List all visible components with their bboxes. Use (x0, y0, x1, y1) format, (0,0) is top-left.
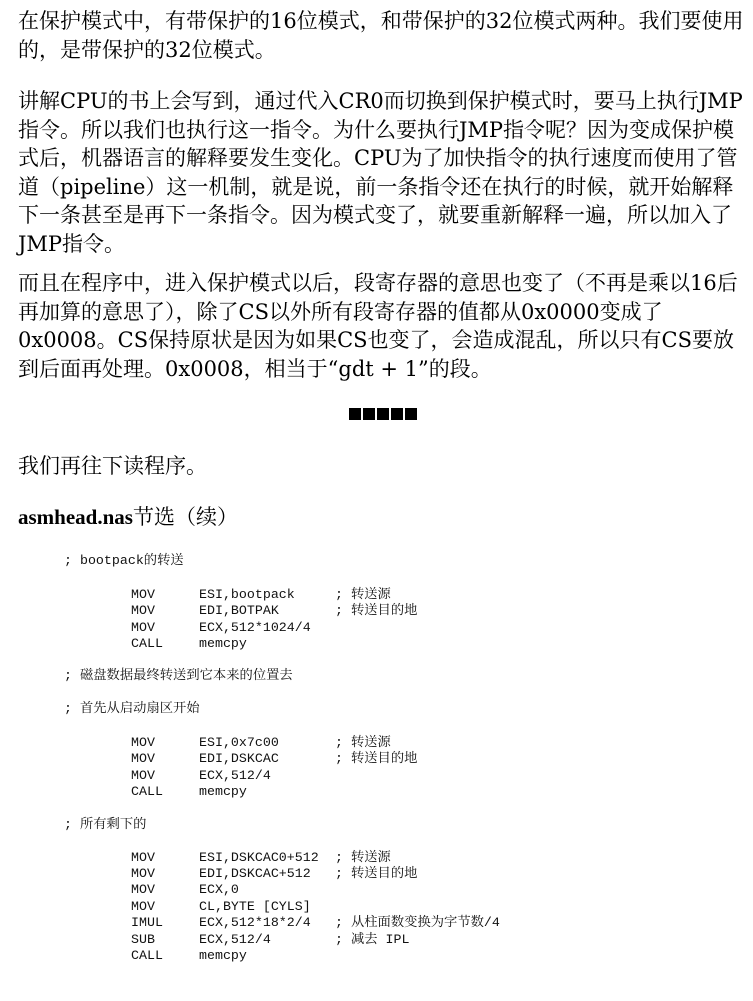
paragraph-segment-registers: 而且在程序中，进入保护模式以后，段寄存器的意思也变了（不再是乘以16后再加算的意思了），除了CS以外所有段寄存器的值都从0x0000变成了0x0008。CS保持原状是因为如果CS也变了，会造成混乱，所以只有CS要放到后面再处理。0x0008，相当于“gdt + 1”的段。 (18, 271, 738, 381)
paragraph-jmp-explanation: 讲解CPU的书上会写到，通过代入CR0而切换到保护模式时，要马上执行JMP指令。所以我们也执行这一指令。为什么要执行JMP指令呢？因为变成保护模式后，机器语言的解释要发生变化。CPU为了加快指令的执行速度而使用了管道（pipeline）这一机制，就是说，前一条指令还在执行的时候，就开始解释下一条甚至是再下一条指令。因为模式变了，就要重新解释一遍，所以加入了JMP指令。 (18, 89, 743, 256)
code-comment: ; 磁盘数据最终转送到它本来的位置去 (64, 668, 293, 683)
code-listing-title (18, 503, 238, 531)
code-inline-comment: ; 转送目的地 (335, 866, 418, 881)
code-operand: ESI,bootpack (199, 587, 295, 602)
code-operand: ECX,512*18*2/4 (199, 915, 311, 930)
code-opcode: MOV (131, 587, 155, 602)
code-operand: ESI,DSKCAC0+512 (199, 850, 319, 865)
divider-square-icon (391, 408, 403, 420)
divider-square-icon (363, 408, 375, 420)
code-opcode: CALL (131, 784, 163, 799)
code-comment: ; 首先从启动扇区开始 (64, 701, 200, 716)
code-operand: ESI,0x7c00 (199, 735, 279, 750)
code-operand: memcpy (199, 784, 247, 799)
code-operand: memcpy (199, 636, 247, 651)
code-opcode: IMUL (131, 915, 163, 930)
code-operand: ECX,0 (199, 882, 239, 897)
code-operand: EDI,BOTPAK (199, 603, 279, 618)
code-inline-comment: ; 转送源 (335, 735, 391, 750)
code-filename: asmhead.nas (18, 505, 133, 529)
code-opcode: MOV (131, 620, 155, 635)
divider-square-icon (405, 408, 417, 420)
code-operand: EDI,DSKCAC+512 (199, 866, 311, 881)
code-operand: CL,BYTE [CYLS] (199, 899, 311, 914)
code-opcode: CALL (131, 948, 163, 963)
code-inline-comment: ; 减去 IPL (335, 932, 410, 947)
code-operand: EDI,DSKCAC (199, 751, 279, 766)
paragraph-protected-mode-types: 在保护模式中，有带保护的16位模式，和带保护的32位模式两种。我们要使用的，是带保护的32位模式。 (18, 9, 744, 62)
code-opcode: MOV (131, 603, 155, 618)
code-comment: ; 所有剩下的 (64, 817, 147, 832)
code-listing-suffix: 节选（续） (132, 505, 238, 529)
divider-square-icon (349, 408, 361, 420)
code-operand: ECX,512*1024/4 (199, 620, 311, 635)
code-opcode: MOV (131, 866, 155, 881)
code-opcode: MOV (131, 735, 155, 750)
divider-square-icon (377, 408, 389, 420)
code-opcode: MOV (131, 899, 155, 914)
code-comment: ; bootpack的转送 (64, 553, 184, 568)
code-inline-comment: ; 转送目的地 (335, 603, 418, 618)
code-inline-comment: ; 转送源 (335, 587, 391, 602)
code-inline-comment: ; 转送目的地 (335, 751, 418, 766)
code-inline-comment: ; 从柱面数变换为字节数/4 (335, 915, 500, 930)
code-opcode: CALL (131, 636, 163, 651)
code-opcode: MOV (131, 768, 155, 783)
code-inline-comment: ; 转送源 (335, 850, 391, 865)
code-opcode: MOV (131, 850, 155, 865)
code-operand: ECX,512/4 (199, 768, 271, 783)
section-divider (349, 408, 417, 421)
code-operand: memcpy (199, 948, 247, 963)
code-operand: ECX,512/4 (199, 932, 271, 947)
code-opcode: MOV (131, 882, 155, 897)
paragraph-continue-reading: 我们再往下读程序。 (18, 454, 207, 478)
code-opcode: SUB (131, 932, 155, 947)
code-opcode: MOV (131, 751, 155, 766)
